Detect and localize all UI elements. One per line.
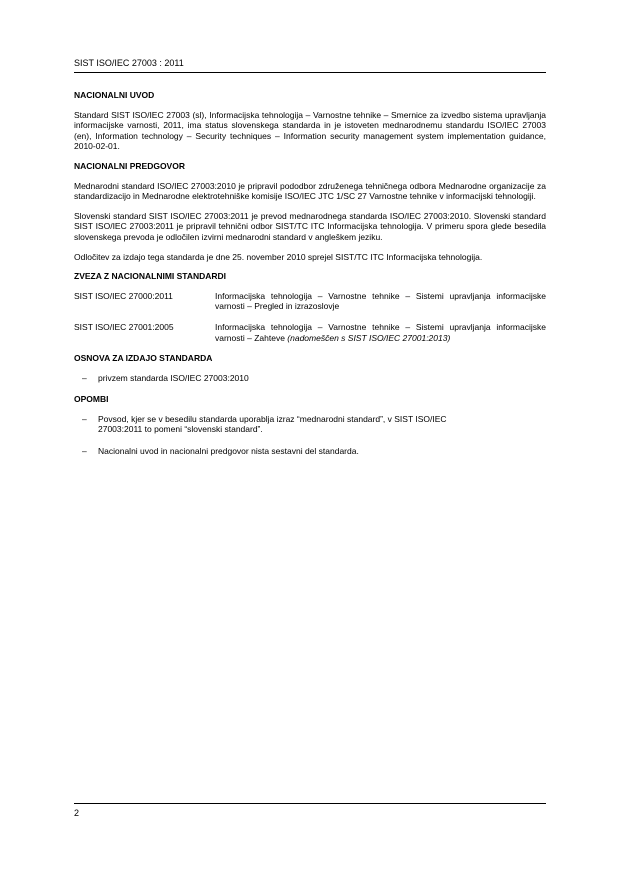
paragraph: Mednarodni standard ISO/IEC 27003:2010 je pripravil pododbor združenega tehničnega odbora Mednarodne organizacije za standardizacijo in Mednarodne elektrotehniške komisije ISO/IEC JTC 1/SC 27 Varnostne tehnike v informacijski tehnologiji. — [74, 180, 546, 202]
header-title: SIST ISO/IEC 27003 : 2011 — [74, 58, 184, 68]
section-heading: NACIONALNI UVOD — [74, 90, 155, 100]
section-heading: NACIONALNI PREDGOVOR — [74, 160, 185, 171]
page-footer — [74, 803, 546, 819]
page-number: 2 — [74, 808, 80, 818]
dash-marker: – — [82, 413, 87, 424]
section-heading: OSNOVA ZA IZDAJO STANDARDA — [74, 353, 213, 364]
list-item-text: privzem standarda ISO/IEC 27003:2010 — [98, 372, 249, 383]
dash-marker: – — [82, 446, 87, 457]
standard-description — [215, 291, 546, 312]
section-opombi — [74, 394, 546, 456]
list-item — [74, 446, 546, 457]
standard-description — [215, 322, 546, 343]
standard-code: SIST ISO/IEC 27001:2005 — [74, 321, 174, 332]
paragraph: Standard SIST ISO/IEC 27003 (sl), Informacijska tehnologija – Varnostne tehnike – Smernice za izvedbo sistema upravljanja informacijske varnosti, 2011, ima status slovenskega standarda in je istoveten mednarodnemu standardu ISO/IEC 27003 (en), Information technology – Security techniques – Information security management system implementation guidance, 2010-02-01. — [74, 109, 546, 152]
dash-list — [74, 373, 546, 384]
list-item-text: Nacionalni uvod in nacionalni predgovor nista sestavni del standarda. — [98, 446, 359, 457]
paragraph: Odločitev za izdajo tega standarda je dne 25. november 2010 sprejel SIST/TC ITC Informacijska tehnologija. — [74, 251, 483, 262]
section-osnova — [74, 353, 546, 383]
section-heading: OPOMBI — [74, 394, 109, 405]
standard-row — [74, 291, 546, 312]
list-item — [74, 373, 546, 384]
paragraph: Slovenski standard SIST ISO/IEC 27003:2011 je prevod mednarodnega standarda ISO/IEC 27003:2010. Slovenski standard SIST ISO/IEC 27003:2011 je pripravil tehnični odbor SIST/TC ITC Informacijska tehnologija. V primeru spora glede besedila slovenskega prevoda je odločilen izvirni mednarodni standard v angleškem jeziku. — [74, 210, 546, 242]
replacement-note: (nadomeščen s SIST ISO/IEC 27001:2013) — [287, 332, 451, 343]
list-item-text: Povsod, kjer se v besedilu standarda uporablja izraz “mednarodni standard”, v SIST ISO/IEC 27003:2011 to pomeni “slovenski standard”. — [98, 413, 447, 435]
page-header — [74, 58, 546, 73]
list-item — [74, 414, 546, 435]
dash-list — [74, 414, 546, 457]
standard-title: Informacijska tehnologija – Varnostne tehnike – Sistemi upravljanja informacijske varnosti – Zahteve — [215, 321, 546, 343]
dash-marker: – — [82, 372, 87, 383]
section-nacionalni-uvod — [74, 90, 546, 152]
section-heading: ZVEZA Z NACIONALNIMI STANDARDI — [74, 271, 227, 282]
standard-row — [74, 322, 546, 343]
section-nacionalni-predgovor — [74, 161, 546, 262]
standard-title: Informacijska tehnologija – Varnostne tehnike – Sistemi upravljanja informacijske varnosti – Pregled in izrazoslovje — [215, 290, 546, 312]
page-content — [74, 90, 546, 468]
section-zveza-standardi — [74, 271, 546, 343]
standard-code: SIST ISO/IEC 27000:2011 — [74, 290, 173, 301]
